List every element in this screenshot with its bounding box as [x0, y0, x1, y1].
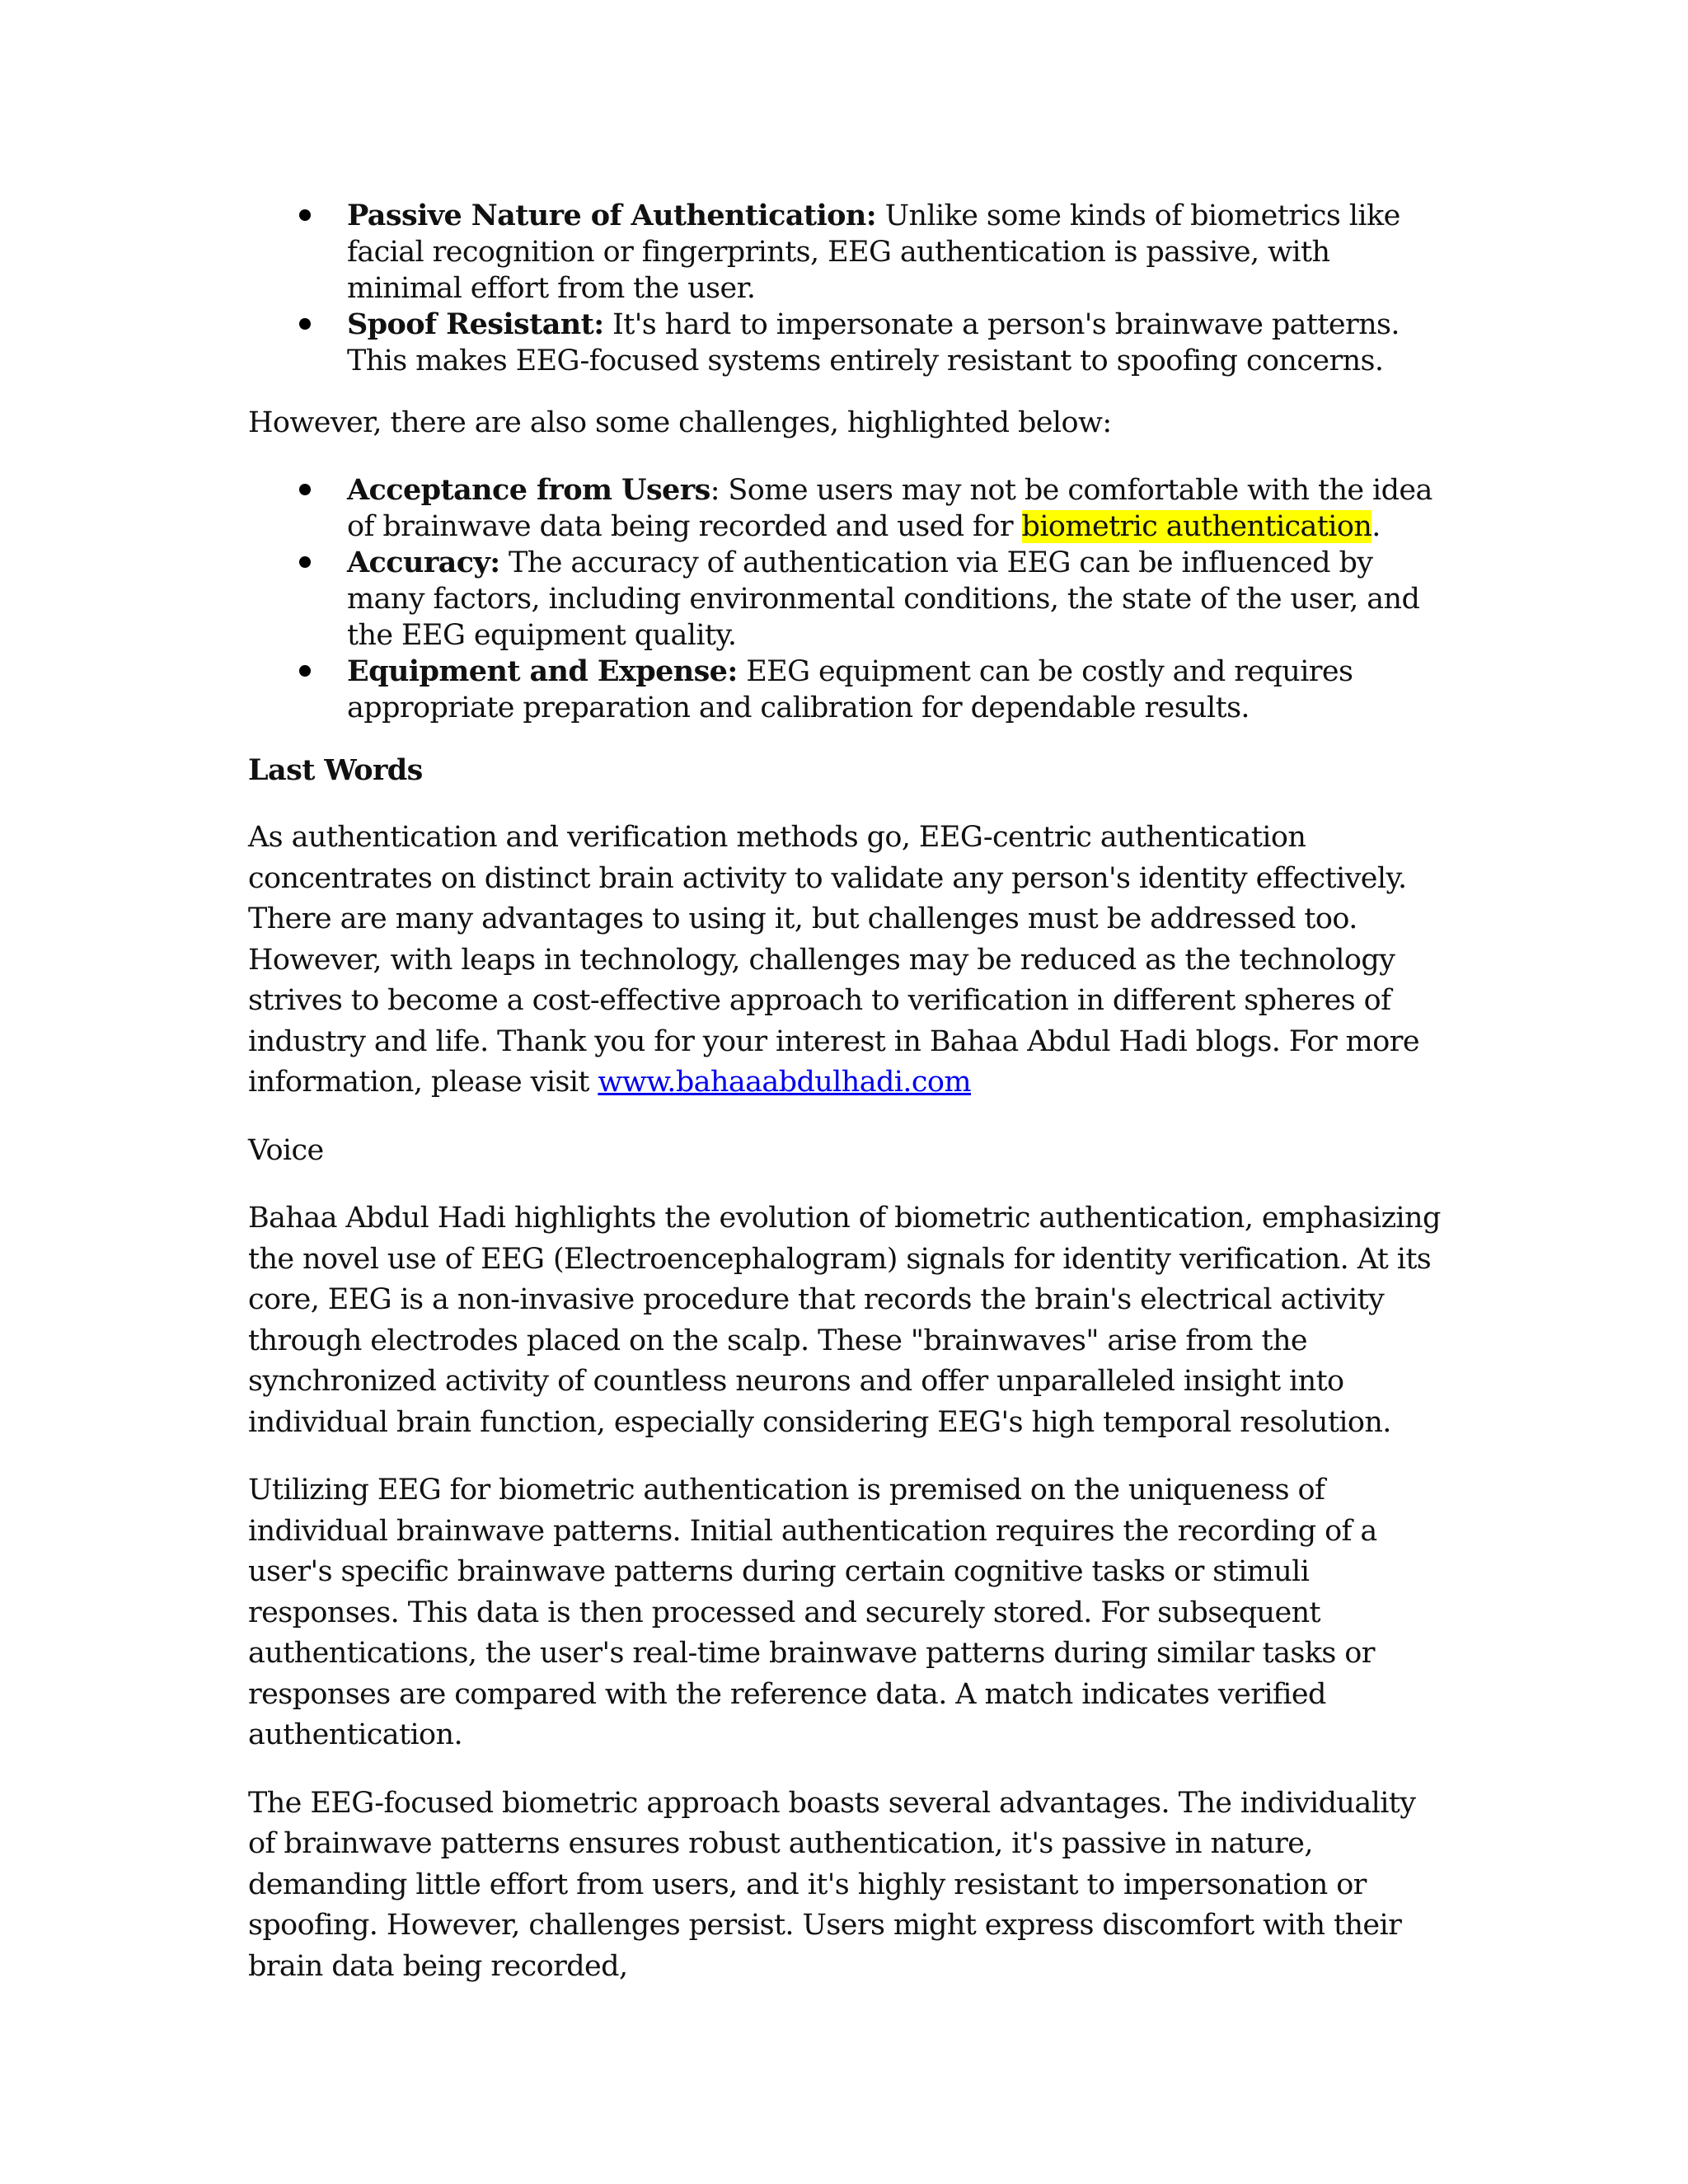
paragraph-voice-1: Bahaa Abdul Hadi highlights the evolution of biometric authentication, emphasizing the novel use of EEG (Electroencephalogram) signals for identity verification. At its core, EEG is a non-invasive procedure that records the brain's electrical activity through electrodes placed on the scalp. These "brainwaves" arise from the synchronized activity of countless neurons and offer unparalleled insight into individual brain function, especially considering EEG's high temporal resolution. — [248, 1202, 1441, 1439]
list-item-term: Passive Nature of Authentication: — [347, 199, 877, 232]
advantages-list — [248, 198, 1443, 379]
list-item-spoof-resistant — [248, 307, 1443, 379]
list-item-text: Unlike some kinds of biometrics like facial recognition or fingerprints, EEG authentication is passive, with minimal effort from the user. — [347, 199, 1400, 305]
website-link[interactable]: www.bahaaabdulhadi.com — [598, 1066, 971, 1099]
bullet-icon — [299, 318, 311, 330]
list-item-accuracy — [248, 545, 1443, 654]
list-item-text: The accuracy of authentication via EEG can be influenced by many factors, including environmental conditions, the state of the user, and the EEG equipment quality. — [347, 546, 1420, 652]
page-content — [248, 198, 1443, 1987]
list-item-text: : Some users may not be comfortable with the idea of brainwave data being recorded and used for — [347, 473, 1432, 543]
list-item-equipment-expense — [248, 654, 1443, 726]
bullet-icon — [299, 209, 311, 221]
bullet-icon — [299, 665, 311, 677]
list-item-term: Accuracy: — [347, 545, 500, 579]
highlighted-text: biometric authentication — [1021, 509, 1372, 543]
challenges-list — [248, 472, 1443, 726]
bullet-icon — [299, 484, 311, 495]
list-item-text: It's hard to impersonate a person's brainwave patterns. This makes EEG-focused systems entirely resistant to spoofing concerns. — [347, 308, 1400, 377]
list-item-term: Equipment and Expense: — [347, 654, 738, 688]
paragraph-text: As authentication and verification methods go, EEG-centric authentication concentrates on distinct brain activity to validate any person's identity effectively. There are many advantages to using it, but challenges must be addressed too. However, with leaps in technology, challenges may be reduced as the technology strives to become a cost-effective approach to verification in different spheres of industry and life. Thank you for your interest in Bahaa Abdul Hadi blogs. For more information, please visit — [248, 821, 1419, 1099]
list-item-text: EEG equipment can be costly and requires appropriate preparation and calibration for dependable results. — [347, 654, 1353, 724]
list-item-term: Spoof Resistant: — [347, 307, 604, 341]
paragraph-last-words — [248, 818, 1443, 1104]
voice-label: Voice — [248, 1133, 324, 1167]
paragraph-voice-2: Utilizing EEG for biometric authentication is premised on the uniqueness of individual brainwave patterns. Initial authentication requires the recording of a user's specific brainwave patterns during certain cognitive tasks or stimuli responses. This data is then processed and securely stored. For subsequent authentications, the user's real-time brainwave patterns during similar tasks or responses are compared with the reference data. A match indicates verified authentication. — [248, 1474, 1377, 1751]
list-item-passive-nature — [248, 198, 1443, 307]
list-item-term: Acceptance from Users — [347, 472, 710, 507]
challenges-intro: However, there are also some challenges, highlighted below: — [248, 406, 1112, 439]
list-item-acceptance — [248, 472, 1443, 545]
section-heading-last-words: Last Words — [248, 752, 423, 787]
bullet-icon — [299, 556, 311, 568]
list-item-text-end: . — [1372, 509, 1381, 543]
paragraph-voice-3: The EEG-focused biometric approach boasts several advantages. The individuality of brainwave patterns ensures robust authentication, it's passive in nature, demanding little effort from users, and it's highly resistant to impersonation or spoofing. However, challenges persist. Users might express discomfort with their brain data being recorded, — [248, 1786, 1416, 1983]
